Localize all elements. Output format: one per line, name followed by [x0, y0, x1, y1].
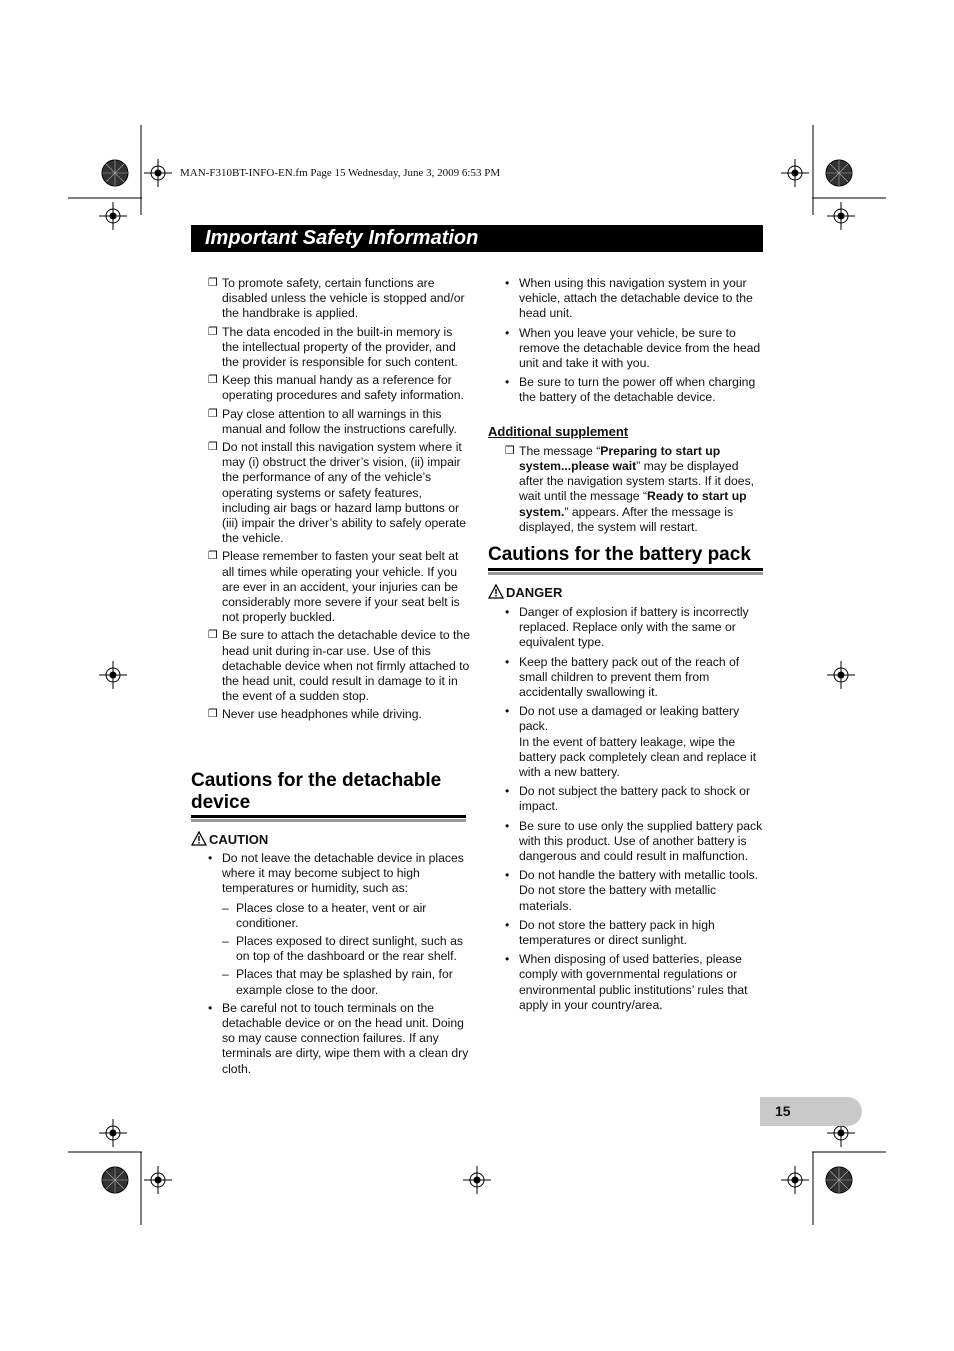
- list-item: ❐ Do not install this navigation system where it may (i) obstruct the driver’s vision, (ii) impair the performance of any of the vehicle’s operating systems or safety features, including air bags or hazard lamp buttons or (iii) impair the driver’s ability to safely operate the vehicle.: [208, 440, 467, 546]
- warning-triangle-icon: [191, 831, 207, 846]
- list-item: • Be careful not to touch terminals on the detachable device or on the head unit. Doing so may cause connection failures. If any terminals are dirty, wipe them with a clean dry cloth.: [208, 1000, 469, 1076]
- left-column: [208, 276, 470, 726]
- danger-label: DANGER: [488, 584, 562, 600]
- bullet-dot-icon: •: [505, 654, 510, 669]
- bullet-dot-icon: •: [505, 276, 510, 290]
- list-item: – Places that may be splashed by rain, for example close to the door.: [222, 967, 453, 997]
- bullet-dot-icon: •: [505, 375, 510, 390]
- heading-rule-secondary: [488, 572, 763, 575]
- bullet-dot-icon: •: [505, 325, 510, 340]
- checkbox-bullet-icon: ❐: [208, 374, 218, 387]
- supplement-heading: Additional supplement: [488, 423, 629, 439]
- dash-bullet-icon: –: [222, 934, 229, 949]
- right-column: [488, 276, 764, 538]
- dash-bullet-icon: –: [222, 900, 229, 915]
- warning-triangle-icon: [488, 584, 504, 599]
- list-item: ❐ Keep this manual handy as a reference for operating procedures and safety information.: [208, 373, 464, 403]
- heading-rule: [191, 815, 466, 818]
- bullet-dot-icon: •: [505, 952, 510, 967]
- list-item: ❐ Pay close attention to all warnings in this manual and follow the instructions carefully.: [208, 406, 457, 436]
- list-item: • When using this navigation system in your vehicle, attach the detachable device to the head unit.: [505, 276, 753, 321]
- bullet-dot-icon: •: [505, 605, 510, 619]
- page-title-bar: [191, 225, 763, 252]
- page-number: 15: [775, 1103, 791, 1119]
- list-item: • Be sure to use only the supplied battery pack with this product. Use of another battery is dangerous and could result in malfunction.: [505, 818, 763, 864]
- list-item: • Do not store the battery pack in high temperatures or direct sunlight.: [505, 917, 715, 948]
- heading-rule: [488, 568, 763, 571]
- bullet-dot-icon: •: [505, 784, 510, 799]
- page-title: Important Safety Information: [205, 227, 479, 249]
- list-item: • Keep the battery pack out of the reach of small children to prevent them from accidentally swallowing it.: [505, 654, 740, 700]
- checkbox-bullet-icon: ❐: [208, 325, 218, 338]
- caution-list: [191, 851, 471, 1081]
- bullet-dot-icon: •: [208, 851, 213, 865]
- file-info-header: MAN-F310BT-INFO-EN.fm Page 15 Wednesday, June 3, 2009 6:53 PM: [180, 167, 501, 179]
- list-item: – Places close to a heater, vent or air conditioner.: [222, 900, 427, 930]
- battery-heading: Cautions for the battery pack: [488, 544, 751, 565]
- list-item: • Do not leave the detachable device in places where it may become subject to high temperatures or humidity, such as:: [208, 851, 464, 896]
- bullet-dot-icon: •: [505, 917, 510, 932]
- list-item: • Do not handle the battery with metallic tools. Do not store the battery with metallic materials.: [505, 868, 759, 913]
- list-item: • When you leave your vehicle, be sure to remove the detachable device from the head unit and take it with you.: [505, 325, 761, 371]
- bullet-dot-icon: •: [505, 818, 510, 833]
- heading-rule-secondary: [191, 819, 466, 822]
- list-item: ❐ Please remember to fasten your seat belt at all times while operating your vehicle. If you are ever in an accident, your injuries can be considerably more severe if your seat belt is not properly buckled.: [208, 549, 460, 625]
- list-item: • Do not subject the battery pack to shock or impact.: [505, 784, 751, 814]
- checkbox-bullet-icon: ❐: [208, 407, 218, 420]
- list-item: ❐ To promote safety, certain functions are disabled unless the vehicle is stopped and/or the handbrake is applied.: [208, 276, 465, 321]
- checkbox-bullet-icon: ❐: [208, 708, 218, 721]
- dash-bullet-icon: –: [222, 967, 229, 982]
- checkbox-bullet-icon: ❐: [208, 441, 218, 454]
- checkbox-bullet-icon: ❐: [208, 277, 218, 289]
- list-item: ❐ Be sure to attach the detachable device to the head unit during in-car use. Use of this detachable device when not firmly attached to the head unit, could result in damage to it in the event of a sudden stop.: [208, 628, 470, 704]
- checkbox-bullet-icon: ❐: [208, 629, 218, 642]
- caution-label: CAUTION: [191, 831, 268, 847]
- bullet-dot-icon: •: [505, 704, 510, 719]
- list-item: ❐ Never use headphones while driving.: [208, 707, 422, 722]
- bullet-dot-icon: •: [505, 868, 510, 883]
- list-item: • Do not use a damaged or leaking battery pack. In the event of battery leakage, wipe the battery pack completely clean and replace it with a new battery.: [505, 704, 757, 780]
- detachable-heading: Cautions for the detachable device: [191, 770, 442, 813]
- list-item: • When disposing of used batteries, please comply with governmental regulations or environmental public institutions’ rules that apply in your country/area.: [505, 952, 748, 1012]
- list-item: • Danger of explosion if battery is incorrectly replaced. Replace only with the same or equivalent type.: [505, 605, 749, 650]
- list-item: • Be sure to turn the power off when charging the battery of the detachable device.: [505, 375, 756, 405]
- checkbox-bullet-icon: ❐: [208, 550, 218, 563]
- list-item: ❐ The message “Preparing to start up system...please wait” may be displayed after the navigation system starts. If it does, wait until the message “Ready to start up system.” appears. After the message is displayed, the system will restart.: [505, 443, 755, 534]
- list-item: ❐ The data encoded in the built-in memory is the intellectual property of the provider, and the provider is responsible for such content.: [208, 324, 458, 370]
- danger-list: [488, 605, 764, 1017]
- checkbox-bullet-icon: ❐: [505, 444, 515, 457]
- bullet-dot-icon: •: [208, 1000, 213, 1015]
- list-item: – Places exposed to direct sunlight, such as on top of the dashboard or the rear shelf.: [222, 934, 463, 964]
